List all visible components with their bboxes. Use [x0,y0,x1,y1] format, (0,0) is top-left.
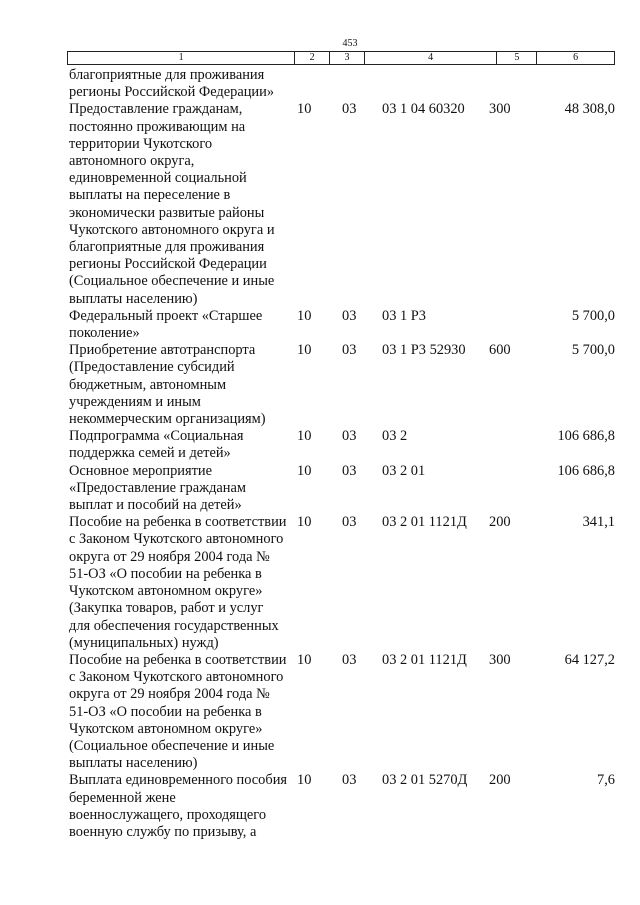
row-section: 10 [297,462,312,479]
row-amount: 106 686,8 [557,428,615,445]
row-subsection: 03 [342,307,357,324]
row-name: Пособие на ребенка в соответствии с Законом Чукотского автономного округа от 29 ноября 2004 года № 51-ОЗ «О пособии на ребенка в Чукотском автономном округе» (Социальное обеспечение и иные выплаты населению) [69,651,287,772]
row-subsection: 03 [342,342,357,359]
row-section: 10 [297,428,312,445]
row-target-code: 03 2 01 1121Д [382,651,467,668]
row-expense-type: 300 [489,101,511,118]
row-amount: 341,1 [582,514,615,531]
row-name: Подпрограмма «Социальная поддержка семей и детей» [69,428,244,462]
row-name: Основное мероприятие «Предоставление гражданам выплат и пособий на детей» [69,462,246,514]
header-col-3: 3 [330,52,365,64]
row-section: 10 [297,651,312,668]
row-amount: 7,6 [597,772,615,789]
table-header [67,51,615,65]
row-name: Приобретение автотранспорта (Предоставление субсидий бюджетным, автономным учреждениям и иным некоммерческим организациям) [69,342,266,428]
row-name: Федеральный проект «Старшее поколение» [69,307,263,342]
table-body [67,67,615,841]
table-row [67,67,615,101]
row-target-code: 03 2 01 5270Д [382,772,468,789]
row-expense-type [489,308,539,342]
header-col-2: 2 [295,52,330,64]
row-expense-type [489,67,539,101]
row-amount: 48 308,0 [564,101,615,118]
row-expense-type [489,463,539,515]
row-section: 10 [297,342,312,359]
header-col-6: 6 [573,52,579,63]
row-target-code: 03 1 04 60320 [382,101,465,118]
table-row [67,342,615,428]
row-target-code: 03 1 P3 [382,307,426,324]
row-section [297,67,342,101]
row-amount: 5 700,0 [571,307,615,324]
row-target-code: 03 2 [382,428,408,445]
row-section: 10 [297,514,312,531]
row-name: Выплата единовременного пособия беременной жене военнослужащего, проходящего военную службу по призыву, а [69,772,288,840]
row-section: 10 [297,307,312,324]
page-number: 453 [342,38,358,49]
row-amount [539,67,615,101]
row-section: 10 [297,772,312,789]
row-target-code: 03 2 01 [382,462,426,479]
header-col-4: 4 [365,52,498,64]
row-subsection: 03 [342,514,357,531]
row-subsection: 03 [342,428,357,445]
row-expense-type: 200 [489,514,511,531]
row-subsection: 03 [342,101,357,118]
header-col-1: 1 [68,52,295,64]
table-row [67,428,615,462]
table-row [67,101,615,307]
row-subsection: 03 [342,651,357,668]
row-expense-type: 200 [489,772,511,789]
table-row [67,308,615,342]
row-amount: 5 700,0 [571,342,615,359]
row-target-code: 03 2 01 1121Д [382,514,467,531]
row-subsection [342,67,382,101]
row-expense-type: 600 [489,342,511,359]
table-row [67,463,615,515]
row-subsection: 03 [342,462,357,479]
row-expense-type: 300 [489,651,511,668]
header-col-5: 5 [497,52,537,64]
table-row [67,652,615,772]
row-amount: 106 686,8 [557,462,615,479]
row-target-code [382,67,489,101]
row-subsection: 03 [342,772,357,789]
row-name: благоприятные для проживания регионы Российской Федерации» [69,67,275,101]
row-amount: 64 127,2 [564,651,615,668]
row-target-code: 03 1 P3 52930 [382,342,466,359]
row-name: Предоставление гражданам, постоянно проживающим на территории Чукотского автономного округа, единовременной социальной выплаты на переселение в экономически развитые районы Чукотского автономного округа и благоприятные для проживания регионы Российской Федерации (Социальное обеспечение и иные выплаты населению) [69,101,275,307]
row-name: Пособие на ребенка в соответствии с Законом Чукотского автономного округа от 29 ноября 2004 года № 51-ОЗ «О пособии на ребенка в Чукотском автономном округе» (Закупка товаров, работ и услуг для обеспечения государственных (муниципальных) нужд) [69,514,287,651]
row-section: 10 [297,101,312,118]
table-row [67,772,615,841]
row-expense-type [489,428,539,462]
table-row [67,514,615,652]
